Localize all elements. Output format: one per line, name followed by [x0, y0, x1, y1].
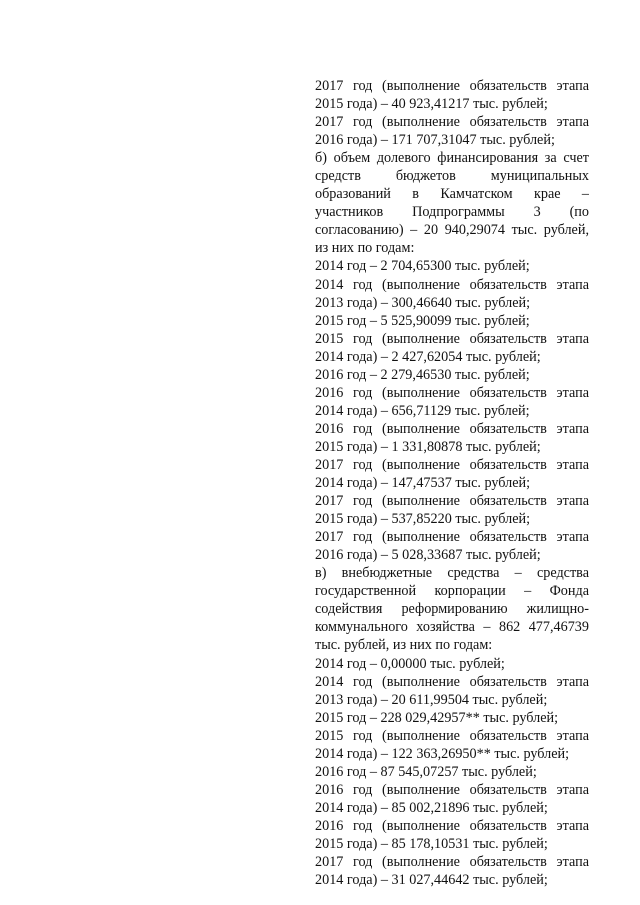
text-line: 2017 год (выполнение обязательств этапа — [315, 456, 589, 473]
text-line: 2016 год – 87 545,07257 тыс. рублей; — [315, 763, 537, 780]
text-line: 2015 года) – 1 331,80878 тыс. рублей; — [315, 438, 541, 455]
text-line: 2016 года) – 171 707,31047 тыс. рублей; — [315, 132, 555, 149]
text-line: участников Подпрограммы 3 (по — [315, 204, 589, 221]
text-line: тыс. рублей, из них по годам: — [315, 637, 493, 654]
text-line: 2016 год (выполнение обязательств этапа — [315, 781, 589, 798]
text-line: 2014 года) – 147,47537 тыс. рублей; — [315, 475, 531, 492]
text-line: из них по годам: — [315, 240, 415, 257]
text-line: 2014 года) – 2 427,62054 тыс. рублей; — [315, 348, 541, 365]
text-line: в) внебюджетные средства – средства — [315, 565, 589, 582]
text-line: 2016 год (выполнение обязательств этапа — [315, 420, 589, 437]
text-line: 2015 год – 5 525,90099 тыс. рублей; — [315, 312, 530, 329]
text-line: 2017 год (выполнение обязательств этапа — [315, 78, 589, 94]
text-line: государственной корпорации – Фонда — [315, 583, 589, 600]
text-line: 2014 год (выполнение обязательств этапа — [315, 276, 589, 293]
text-line: содействия реформированию жилищно- — [315, 601, 589, 618]
text-line: 2014 год – 0,00000 тыс. рублей; — [315, 655, 505, 672]
text-line: 2013 года) – 20 611,99504 тыс. рублей; — [315, 691, 548, 708]
text-line: 2016 года) – 5 028,33687 тыс. рублей; — [315, 547, 541, 564]
text-line: 2014 год (выполнение обязательств этапа — [315, 673, 589, 690]
text-line: 2014 года) – 31 027,44642 тыс. рублей; — [315, 872, 548, 889]
text-line: 2017 год (выполнение обязательств этапа — [315, 493, 589, 510]
text-line: 2014 года) – 656,71129 тыс. рублей; — [315, 402, 530, 419]
document-body-text — [315, 77, 589, 889]
text-line: 2017 год (выполнение обязательств этапа — [315, 854, 589, 871]
text-line: 2014 года) – 122 363,26950** тыс. рублей; — [315, 745, 570, 762]
text-line: образований в Камчатском крае – — [315, 186, 589, 203]
text-line: средств бюджетов муниципальных — [315, 168, 589, 185]
text-line: б) объем долевого финансирования за счет — [315, 150, 589, 167]
text-line: 2015 года) – 40 923,41217 тыс. рублей; — [315, 96, 548, 113]
text-line: коммунального хозяйства – 862 477,46739 — [315, 619, 589, 636]
text-line: 2013 года) – 300,46640 тыс. рублей; — [315, 294, 531, 311]
text-line: 2014 года) – 85 002,21896 тыс. рублей; — [315, 799, 548, 816]
text-line: 2016 год (выполнение обязательств этапа — [315, 817, 589, 834]
text-line: согласованию) – 20 940,29074 тыс. рублей, — [315, 222, 589, 239]
text-line: 2017 год (выполнение обязательств этапа — [315, 529, 589, 546]
text-line: 2014 год – 2 704,65300 тыс. рублей; — [315, 258, 530, 275]
text-line: 2015 года) – 537,85220 тыс. рублей; — [315, 511, 531, 528]
text-line: 2015 год – 228 029,42957** тыс. рублей; — [315, 709, 559, 726]
text-line: 2015 года) – 85 178,10531 тыс. рублей; — [315, 835, 548, 852]
text-line: 2016 год – 2 279,46530 тыс. рублей; — [315, 366, 530, 383]
text-line: 2017 год (выполнение обязательств этапа — [315, 114, 589, 131]
text-line: 2015 год (выполнение обязательств этапа — [315, 330, 589, 347]
text-line: 2015 год (выполнение обязательств этапа — [315, 727, 589, 744]
text-line: 2016 год (выполнение обязательств этапа — [315, 384, 589, 401]
